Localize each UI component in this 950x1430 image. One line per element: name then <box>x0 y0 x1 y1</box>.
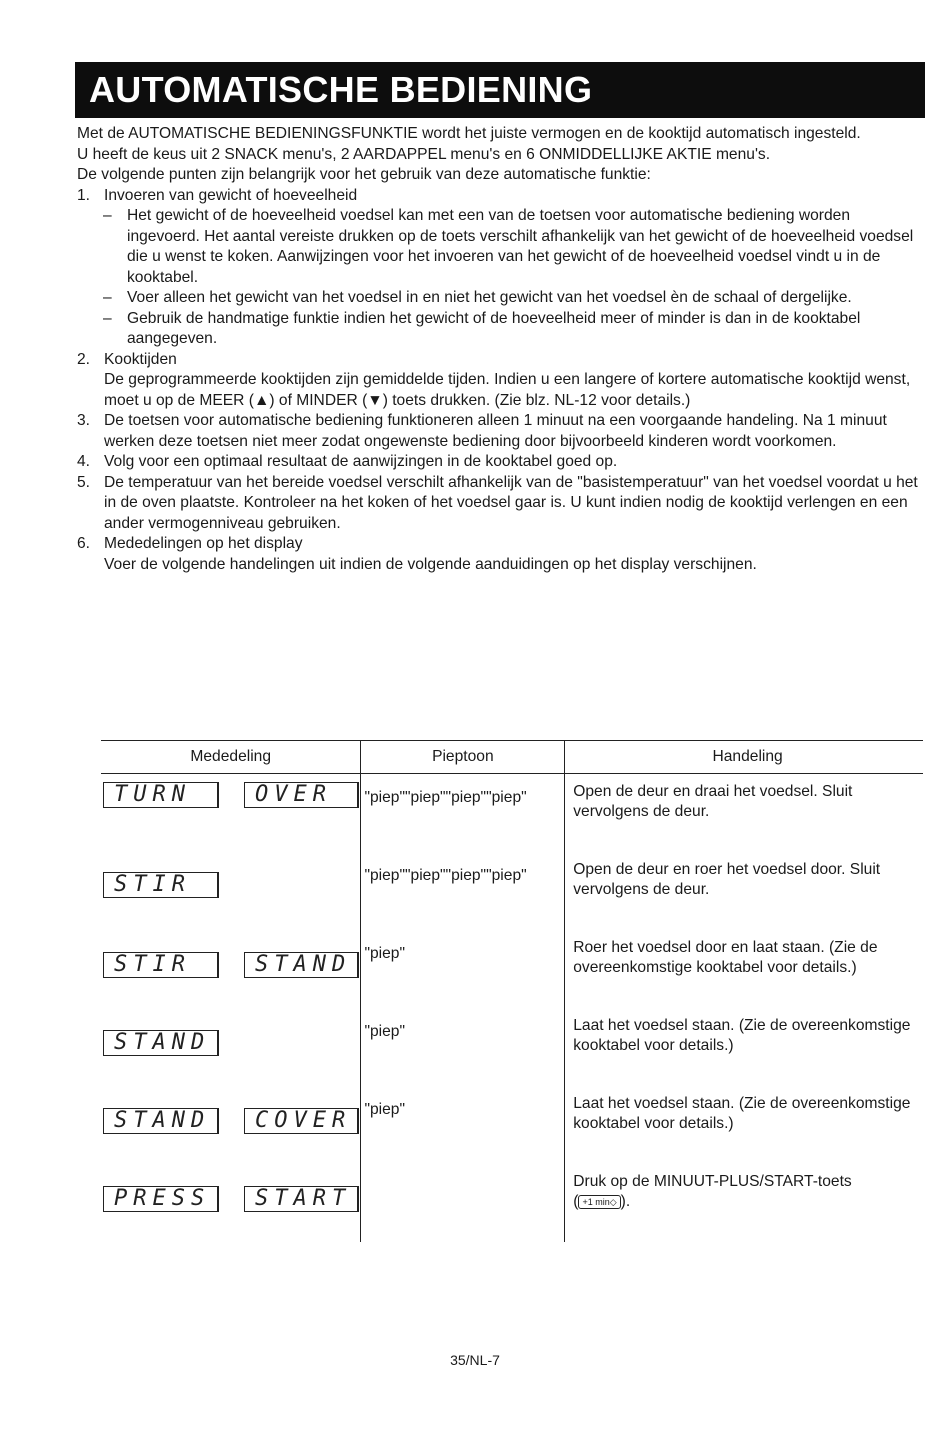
table-row <box>101 1008 923 1086</box>
action-cell: Roer het voedsel door en laat staan. (Zie de overeenkomstige kooktabel voor details.) <box>573 939 878 976</box>
beep-cell: "piep" <box>361 1008 565 1086</box>
title-bar <box>75 62 925 118</box>
intro-line-2: U heeft de keus uit 2 SNACK menu's, 2 AARDAPPEL menu's en 6 ONMIDDELLIJKE AKTIE menu's. <box>77 145 771 163</box>
table-row <box>101 1164 923 1242</box>
header-pieptoon: Pieptoon <box>361 741 565 774</box>
list-item-3: 3. De toetsen voor automatische bediening funktioneren alleen 1 minuut na een voorgaande handeling. Na 1 minuut werken deze toetsen niet meer zodat ongewenste bediening door bijvoorbeeld kinderen wordt voorkomen. <box>77 412 887 450</box>
lcd-display: STIR <box>103 872 219 898</box>
item-body: De geprogrammeerde kooktijden zijn gemiddelde tijden. Indien u een langere of kortere automatische kooktijd wenst, moet u op de MEER (▲) of MINDER (▼) toets drukken. (Zie blz. NL-12 voor details.) <box>104 371 911 409</box>
beep-cell <box>361 1164 565 1242</box>
lcd-display: TURN <box>103 782 219 808</box>
table-row <box>101 774 923 853</box>
action-cell: Laat het voedsel staan. (Zie de overeenkomstige kooktabel voor details.) <box>573 1095 911 1132</box>
page-number: 35/NL-7 <box>450 1352 500 1368</box>
sub-item: – Voer alleen het gewicht van het voedsel in en niet het gewicht van het voedsel èn de schaal of dergelijke. <box>103 289 852 306</box>
header-handeling: Handeling <box>565 741 923 774</box>
lcd-display: START <box>244 1186 359 1212</box>
lcd-display: STAND <box>103 1030 219 1056</box>
list-item-5: 5. De temperatuur van het bereide voedsel verschilt afhankelijk van de "basistemperatuur" van het voedsel voordat u het in de oven plaatste. Kontroleer na het koken of het voedsel gaar is. U kunt indien nodig de kooktijd verlengen en een ander vermogenniveau gebruiken. <box>77 473 918 532</box>
page-title: AUTOMATISCHE BEDIENING <box>89 69 593 110</box>
table-row <box>101 1086 923 1164</box>
intro-line-1: Met de AUTOMATISCHE BEDIENINGSFUNKTIE wordt het juiste vermogen en de kooktijd automatisch ingesteld. <box>77 125 861 142</box>
beep-cell: "piep" <box>361 1086 565 1164</box>
lcd-display: PRESS <box>103 1186 219 1212</box>
item-heading: Invoeren van gewicht of hoeveelheid <box>104 186 358 204</box>
action-cell: Open de deur en roer het voedsel door. Sluit vervolgens de deur. <box>573 861 881 898</box>
beep-cell: "piep" <box>361 930 565 1008</box>
lcd-display: STIR <box>103 952 219 978</box>
lcd-display: OVER <box>244 782 359 808</box>
item-body: Voer de volgende handelingen uit indien de volgende aanduidingen op het display verschijnen. <box>104 555 757 573</box>
table-row <box>101 852 923 930</box>
minute-plus-start-key-icon: +1 min◇ <box>578 1195 620 1209</box>
table-row <box>101 930 923 1008</box>
item-heading: Kooktijden <box>104 350 177 368</box>
list-item-1: 1. Invoeren van gewicht of hoeveelheid <box>77 186 358 204</box>
beep-cell: "piep""piep""piep""piep" <box>361 774 565 853</box>
action-cell: Druk op de MINUUT-PLUS/START-toets ( +1 min◇ ). <box>573 1173 852 1210</box>
lcd-display: STAND <box>103 1108 219 1134</box>
list-item-4: 4. Volg voor een optimaal resultaat de aanwijzingen in de kooktabel goed op. <box>77 453 618 470</box>
sub-item: – Gebruik de handmatige funktie indien het gewicht of de hoeveelheid meer of minder is dan in de kooktabel aangegeven. <box>103 309 861 347</box>
intro-line-3: De volgende punten zijn belangrijk voor het gebruik van deze automatische funktie: <box>77 166 651 183</box>
item-heading: Mededelingen op het display <box>104 535 303 552</box>
content <box>77 124 925 575</box>
lcd-display: COVER <box>244 1108 359 1134</box>
lcd-display: STAND <box>244 952 359 978</box>
sub-item: – Het gewicht of de hoeveelheid voedsel kan met een van de toetsen voor automatische bediening worden ingevoerd. Het aantal vereiste drukken op de toets verschilt afhankelijk van het gewicht of de hoeveelheid voedsel die u wenst te koken. Aanwijzingen voor het invoeren van het gewicht of de hoeveelheid voedsel vindt u in de kooktabel. <box>103 207 914 286</box>
beep-cell: "piep""piep""piep""piep" <box>361 852 565 930</box>
list-item-6: 6. Mededelingen op het display <box>77 535 303 552</box>
action-cell: Open de deur en draai het voedsel. Sluit vervolgens de deur. <box>573 783 853 820</box>
list-item-2: 2. Kooktijden <box>77 350 177 368</box>
header-mededeling: Mededeling <box>101 741 361 774</box>
display-messages-table <box>101 740 923 1242</box>
action-cell: Laat het voedsel staan. (Zie de overeenkomstige kooktabel voor details.) <box>573 1017 911 1054</box>
